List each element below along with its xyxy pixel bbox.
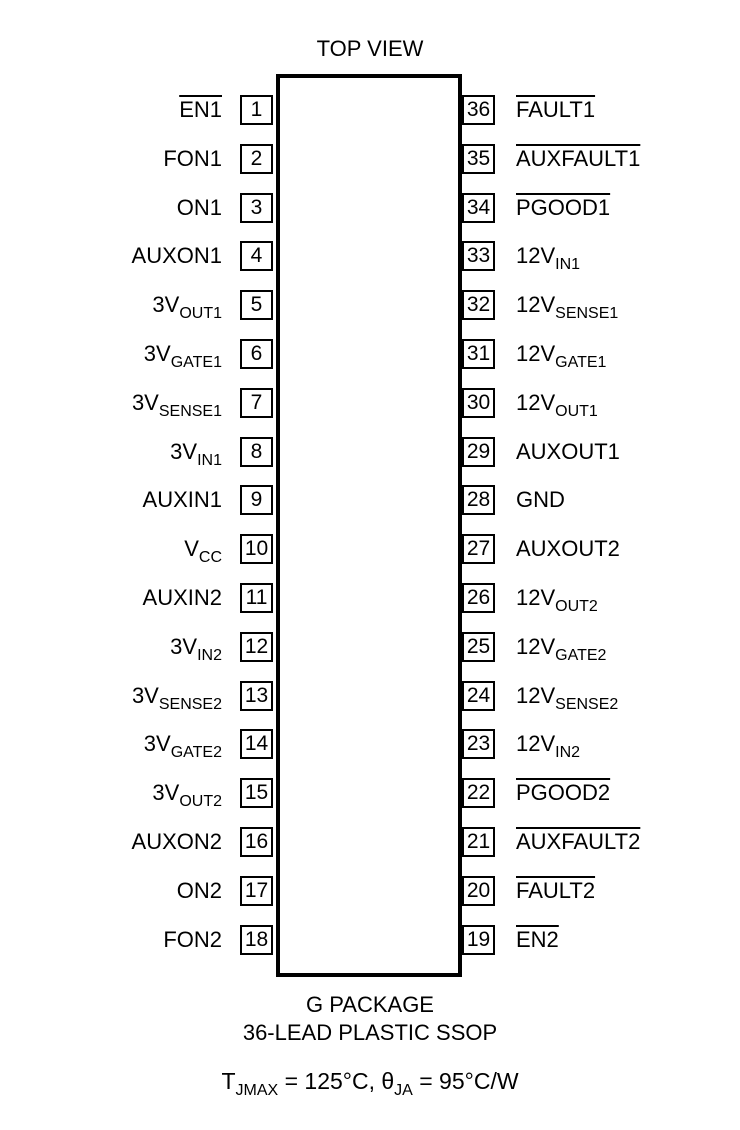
pin-number-box: 24: [462, 681, 495, 711]
pin-label-subscript: SENSE2: [158, 695, 222, 713]
pin-label: [163, 926, 222, 954]
pin-label-base: AUXIN2: [142, 585, 222, 610]
pin-number-box: 21: [462, 827, 495, 857]
pin-label: [184, 535, 222, 567]
pin-label-subscript: IN2: [197, 646, 222, 664]
pin-label: [177, 194, 222, 222]
pin-label: [516, 340, 607, 371]
pin-number-box: 3: [240, 193, 273, 223]
pin-label-base: AUXOUT2: [516, 536, 620, 562]
pin-label: [177, 877, 222, 905]
pin-label-subscript: OUT2: [555, 598, 598, 615]
pin-label-subscript: IN1: [555, 256, 581, 274]
pin-number-box: 15: [240, 778, 273, 808]
pin-number-box: 31: [462, 339, 495, 369]
thermal-spec: [0, 1068, 740, 1099]
pin-label-base: FON1: [163, 145, 222, 171]
pin-label: [143, 340, 222, 371]
pin-label-base: AUXON1: [131, 243, 222, 269]
pin-label-base: FAULT1: [516, 97, 596, 122]
pin-number-box: 10: [240, 534, 273, 564]
pin-label: [170, 438, 222, 469]
pin-label: [131, 389, 222, 420]
pin-label-subscript: OUT1: [179, 305, 222, 323]
pin-number-box: 20: [462, 876, 495, 906]
pin-number-box: 12: [240, 632, 273, 662]
pin-label: [516, 389, 598, 420]
pin-label-base: 12V: [516, 243, 556, 269]
pin-label: [516, 291, 619, 323]
pin-label-base: EN1: [179, 97, 222, 122]
pin-number-box: 2: [240, 144, 273, 174]
pin-number-box: 18: [240, 925, 273, 955]
pin-label-subscript: CC: [198, 549, 222, 567]
pin-label: [516, 96, 595, 124]
pin-label-subscript: OUT2: [179, 793, 222, 811]
pin-label-base: ON2: [176, 877, 222, 903]
pin-label-base: AUXFAULT2: [516, 829, 641, 854]
theta-value: = 95°C/W: [412, 1068, 519, 1094]
pin-label: [516, 633, 607, 664]
pin-label: [516, 682, 619, 713]
pin-label: [516, 145, 640, 173]
pin-label-subscript: OUT1: [555, 402, 598, 420]
pin-label: [516, 438, 620, 466]
pin-label-subscript: SENSE2: [555, 695, 619, 713]
pin-label-base: 3V: [131, 389, 159, 415]
pin-number-box: 22: [462, 778, 495, 808]
pin-label-base: AUXFAULT1: [516, 145, 641, 171]
pin-number-box: 9: [240, 485, 273, 515]
pin-number-box: 26: [462, 583, 495, 613]
ic-package-body: [276, 74, 462, 977]
pin-label: [516, 926, 559, 954]
pin-label-base: 12V: [516, 292, 556, 318]
pin-label-subscript: GATE1: [170, 354, 222, 371]
pin-label-subscript: GATE2: [170, 744, 222, 762]
package-name: G PACKAGE: [306, 992, 434, 1017]
pin-number-box: 8: [240, 437, 273, 467]
pin-number-box: 14: [240, 729, 273, 759]
pin-number-box: 30: [462, 388, 495, 418]
pin-number-box: 23: [462, 729, 495, 759]
pin-label-subscript: SENSE1: [555, 305, 619, 323]
pin-label-subscript: GATE2: [555, 646, 607, 664]
pin-label: [179, 96, 222, 124]
pin-label-base: AUXIN1: [142, 487, 222, 513]
pin-label: [152, 779, 222, 811]
pin-number-box: 25: [462, 632, 495, 662]
theta-symbol: θ: [381, 1068, 395, 1094]
pin-label-base: GND: [516, 487, 565, 513]
pin-label-base: AUXOUT1: [516, 438, 620, 464]
pin-label-base: 3V: [170, 633, 198, 659]
pin-label-base: 12V: [516, 633, 556, 659]
pin-label-base: PGOOD1: [516, 194, 611, 220]
pin-label: [143, 584, 222, 612]
pin-number-box: 4: [240, 241, 273, 271]
pin-label-base: AUXON2: [131, 829, 222, 854]
pin-number-box: 16: [240, 827, 273, 857]
pin-label: [516, 828, 640, 856]
pin-label-base: 12V: [516, 585, 556, 610]
pin-label: [516, 535, 620, 563]
pin-label: [516, 486, 565, 514]
pin-label-base: 3V: [131, 682, 159, 708]
pin-label-base: FON2: [163, 926, 222, 952]
pin-label-base: 3V: [170, 438, 198, 464]
pin-number-box: 34: [462, 193, 495, 223]
pin-label-base: EN2: [516, 926, 559, 952]
pin-label: [131, 682, 222, 713]
pin-label: [516, 242, 581, 274]
pin-label-base: 12V: [516, 341, 556, 366]
tj-subscript: JMAX: [235, 1082, 279, 1099]
pin-label-base: 3V: [143, 341, 171, 366]
pin-number-box: 27: [462, 534, 495, 564]
pin-number-box: 5: [240, 290, 273, 320]
pin-label: [132, 828, 222, 856]
theta-subscript: JA: [394, 1082, 413, 1099]
pin-number-box: 32: [462, 290, 495, 320]
tj-value: = 125°C,: [278, 1068, 382, 1094]
pin-label-base: FAULT2: [516, 877, 596, 903]
pin-label-subscript: IN2: [555, 744, 581, 762]
pin-number-box: 13: [240, 681, 273, 711]
pin-label-base: PGOOD2: [516, 780, 611, 806]
pin-number-box: 33: [462, 241, 495, 271]
pin-label: [132, 242, 222, 270]
pin-label-base: ON1: [176, 194, 222, 220]
pin-number-box: 1: [240, 95, 273, 125]
pin-number-box: 7: [240, 388, 273, 418]
pin-label-base: 3V: [152, 292, 180, 318]
pin-label-base: V: [184, 536, 199, 562]
pin-label-base: 3V: [143, 731, 171, 757]
pin-label: [143, 730, 222, 762]
pin-number-box: 29: [462, 437, 495, 467]
pin-label-subscript: IN1: [197, 451, 222, 469]
pin-number-box: 17: [240, 876, 273, 906]
pin-label-base: 3V: [152, 780, 180, 806]
pin-number-box: 11: [240, 583, 273, 613]
pin-label: [170, 633, 222, 664]
view-label: TOP VIEW: [316, 36, 424, 61]
pin-label: [516, 877, 595, 905]
pin-number-box: 28: [462, 485, 495, 515]
pin-number-box: 6: [240, 339, 273, 369]
pin-label: [152, 291, 222, 323]
pin-label-subscript: SENSE1: [158, 402, 222, 420]
pin-label-subscript: GATE1: [555, 354, 607, 371]
pin-number-box: 19: [462, 925, 495, 955]
pin-label: [143, 486, 222, 514]
pin-number-box: 35: [462, 144, 495, 174]
pin-number-box: 36: [462, 95, 495, 125]
pin-label: [163, 145, 222, 173]
pin-label-base: 12V: [516, 731, 556, 757]
pin-label-base: 12V: [516, 682, 556, 708]
pin-label: [516, 194, 610, 222]
tj-symbol: T: [221, 1068, 236, 1094]
pin-label: [516, 584, 598, 615]
package-description: 36-LEAD PLASTIC SSOP: [242, 1020, 498, 1045]
pin-label-base: 12V: [516, 389, 556, 415]
pin-label: [516, 730, 581, 762]
pin-label: [516, 779, 610, 807]
